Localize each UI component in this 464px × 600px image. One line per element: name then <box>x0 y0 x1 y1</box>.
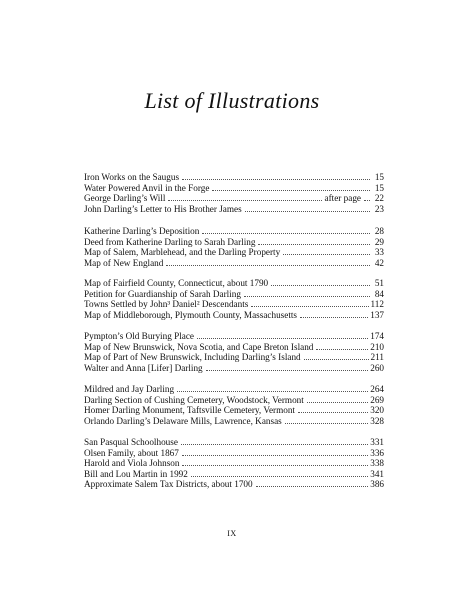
page-number: IX <box>227 529 237 538</box>
dot-leader <box>283 244 370 255</box>
entry-label: John Darling’s Letter to His Brother James <box>84 203 242 214</box>
entry-label: Approximate Salem Tax Districts, about 1700 <box>84 479 253 490</box>
entry-label: Bill and Lou Martin in 1992 <box>84 468 188 479</box>
entry-label: Walter and Anna [Lifer] Darling <box>84 362 203 373</box>
entry-label: Petition for Guardianship of Sarah Darling <box>84 288 241 299</box>
entry-group <box>84 434 384 490</box>
list-item <box>84 275 384 286</box>
entry-page-number: 84 <box>374 288 384 299</box>
dot-leader <box>212 180 370 191</box>
dot-leader <box>285 413 368 424</box>
entry-label: Map of Salem, Marblehead, and the Darling Property <box>84 247 281 258</box>
entry-group <box>84 328 384 373</box>
entry-page-number: 336 <box>370 447 384 458</box>
entry-label: Map of Fairfield County, Connecticut, about 1790 <box>84 278 269 288</box>
entry-page-number: 264 <box>370 384 384 394</box>
dot-leader <box>271 275 370 286</box>
dot-leader <box>304 349 369 360</box>
entry-page-number: 112 <box>370 299 384 310</box>
entry-page-number: 211 <box>370 352 384 363</box>
entry-note: after page <box>324 193 361 204</box>
list-item <box>84 381 384 392</box>
entry-label: Harold and Viola Johnson <box>84 458 180 469</box>
entry-page-number: 341 <box>370 468 384 479</box>
entry-page-number: 15 <box>374 172 384 182</box>
dot-leader <box>245 201 370 212</box>
dot-leader <box>202 223 370 234</box>
dot-leader <box>168 190 321 201</box>
dot-leader <box>182 169 370 180</box>
dot-leader <box>177 381 368 392</box>
entry-label: Iron Works on the Saugus <box>84 172 180 182</box>
entry-label: Map of New England <box>84 257 164 268</box>
dot-leader <box>307 392 368 403</box>
entry-label: Orlando Darling’s Delaware Mills, Lawrence, Kansas <box>84 415 282 426</box>
entry-label: Homer Darling Monument, Taftsville Cemetery, Vermont <box>84 405 295 416</box>
entry-label: San Pasqual Schoolhouse <box>84 437 178 447</box>
entry-page-number: 28 <box>374 226 384 236</box>
entry-label: Map of Part of New Brunswick, Including Darling’s Island <box>84 352 301 363</box>
entry-page-number: 23 <box>374 203 384 214</box>
dot-leader <box>191 466 368 477</box>
entry-page-number: 42 <box>374 257 384 268</box>
entry-page-number: 338 <box>370 458 384 469</box>
entry-page-number: 328 <box>370 415 384 426</box>
entry-page-number: 320 <box>370 405 384 416</box>
entry-page-number: 260 <box>370 362 384 373</box>
entry-page-number: 174 <box>370 331 384 341</box>
entry-group <box>84 169 384 214</box>
entry-page-number: 33 <box>374 247 384 258</box>
entry-page-number: 137 <box>370 309 384 320</box>
dot-leader <box>166 255 370 266</box>
entry-label: Darling Section of Cushing Cemetery, Woodstock, Vermont <box>84 394 304 405</box>
list-item <box>84 223 384 234</box>
list-item <box>84 169 384 180</box>
entry-page-number: 22 <box>374 193 384 204</box>
entry-page-number: 51 <box>374 278 384 288</box>
entry-page-number: 29 <box>374 236 384 247</box>
dot-leader <box>256 476 369 487</box>
dot-leader <box>251 296 368 307</box>
dot-leader <box>206 360 369 371</box>
entry-page-number: 269 <box>370 394 384 405</box>
entry-page-number: 331 <box>370 437 384 447</box>
entry-group <box>84 381 384 426</box>
entry-label: Map of New Brunswick, Nova Scotia, and Cape Breton Island <box>84 341 314 352</box>
dot-leader <box>181 434 368 445</box>
entry-label: Mildred and Jay Darling <box>84 384 175 394</box>
entry-label: Olsen Family, about 1867 <box>84 447 179 458</box>
dot-leader <box>182 455 368 466</box>
entry-label: Pympton’s Old Burying Place <box>84 331 194 341</box>
entry-label: Water Powered Anvil in the Forge <box>84 182 210 193</box>
list-item <box>84 328 384 339</box>
entry-label: Map of Middleborough, Plymouth County, Massachusetts <box>84 309 298 320</box>
entry-page-number: 15 <box>374 182 384 193</box>
dot-leader <box>182 445 368 456</box>
page-title: List of Illustrations <box>144 88 320 113</box>
entry-label: Towns Settled by John³ Daniel² Descendants <box>84 299 249 310</box>
dot-leader <box>316 339 368 350</box>
entry-label: Deed from Katherine Darling to Sarah Darling <box>84 236 256 247</box>
entry-label: Katherine Darling’s Deposition <box>84 226 200 236</box>
dot-leader <box>244 286 370 297</box>
dot-leader <box>197 328 368 339</box>
dot-leader <box>300 307 368 318</box>
list-item <box>84 434 384 445</box>
entry-group <box>84 223 384 268</box>
dot-leader <box>298 402 368 413</box>
entry-group <box>84 275 384 320</box>
entry-label: George Darling’s Will <box>84 193 166 204</box>
entry-page-number: 210 <box>370 341 384 352</box>
entry-page-number: 386 <box>370 479 384 490</box>
dot-leader <box>258 234 370 245</box>
